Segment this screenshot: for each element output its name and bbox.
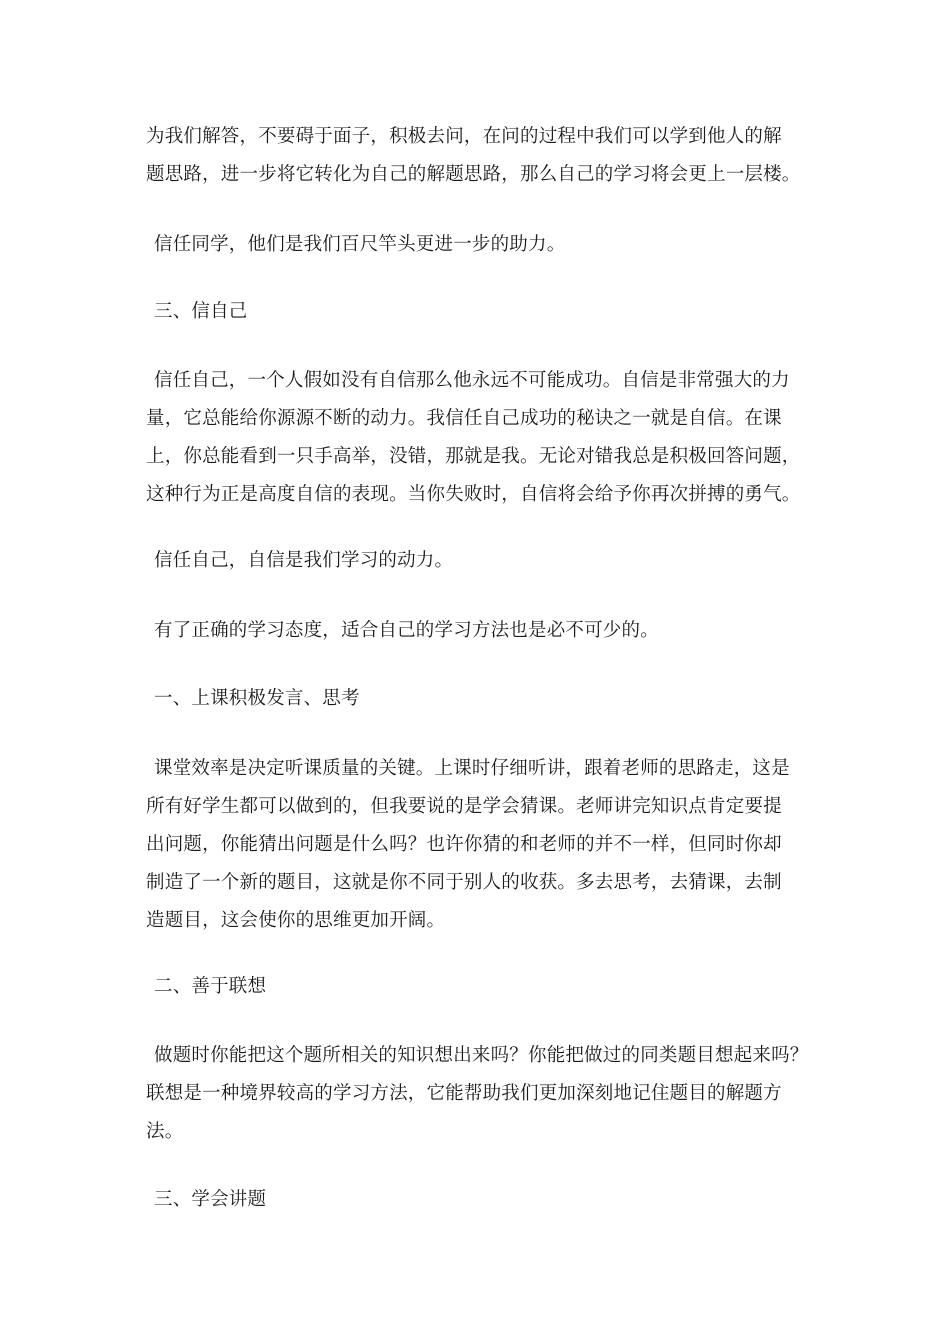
text-line: 信任自己，自信是我们学习的动力。	[154, 550, 454, 571]
text-line: 有了正确的学习态度，适合自己的学习方法也是必不可少的。	[154, 620, 659, 641]
section-heading-explain-problems	[146, 1181, 836, 1219]
paragraph-self-confidence	[146, 362, 836, 514]
text-line: 这种行为正是高度自信的表现。当你失败时，自信将会给予你再次拼搏的勇气。	[146, 484, 801, 505]
heading-text: 三、信自己	[154, 301, 248, 322]
heading-text: 一、上课积极发言、思考	[154, 688, 360, 709]
section-heading-association	[146, 968, 836, 1006]
text-line: 造题目，这会使你的思维更加开阔。	[146, 910, 446, 931]
text-line: 信任同学，他们是我们百尺竿头更进一步的助力。	[154, 234, 566, 255]
text-line: 联想是一种境界较高的学习方法，它能帮助我们更加深刻地记住题目的解题方	[146, 1083, 782, 1104]
paragraph-trust-classmates	[146, 226, 836, 264]
text-line: 信任自己，一个人假如没有自信那么他永远不可能成功。自信是非常强大的力	[154, 370, 790, 391]
text-line: 所有好学生都可以做到的，但我要说的是学会猜课。老师讲完知识点肯定要提	[146, 796, 782, 817]
paragraph-association	[146, 1037, 836, 1151]
text-line: 为我们解答，不要碍于面子，积极去问，在问的过程中我们可以学到他人的解	[146, 126, 782, 147]
text-line: 量，它总能给你源源不断的动力。我信任自己成功的秘诀之一就是自信。在课	[146, 408, 782, 429]
heading-text: 三、学会讲题	[154, 1189, 267, 1210]
section-heading-trust-self	[146, 293, 836, 331]
text-line: 出问题，你能猜出问题是什么吗？也许你猜的和老师的并不一样，但同时你却	[146, 834, 782, 855]
text-line: 法。	[146, 1121, 184, 1142]
heading-text: 二、善于联想	[154, 976, 267, 997]
paragraph-learning-method	[146, 612, 836, 650]
text-line: 课堂效率是决定听课质量的关键。上课时仔细听讲，跟着老师的思路走，这是	[154, 758, 790, 779]
text-line: 制造了一个新的题目，这就是你不同于别人的收获。多去思考，去猜课，去制	[146, 872, 782, 893]
section-heading-active-class	[146, 680, 836, 718]
paragraph-ask-questions	[146, 118, 836, 194]
paragraph-class-efficiency	[146, 750, 836, 940]
text-line: 做题时你能把这个题所相关的知识想出来吗？你能把做过的同类题目想起来吗？	[154, 1045, 809, 1066]
paragraph-confidence-motivation	[146, 542, 836, 580]
text-line: 题思路，进一步将它转化为自己的解题思路，那么自己的学习将会更上一层楼。	[146, 164, 801, 185]
text-line: 上，你总能看到一只手高举，没错，那就是我。无论对错我总是积极回答问题，	[146, 446, 801, 467]
